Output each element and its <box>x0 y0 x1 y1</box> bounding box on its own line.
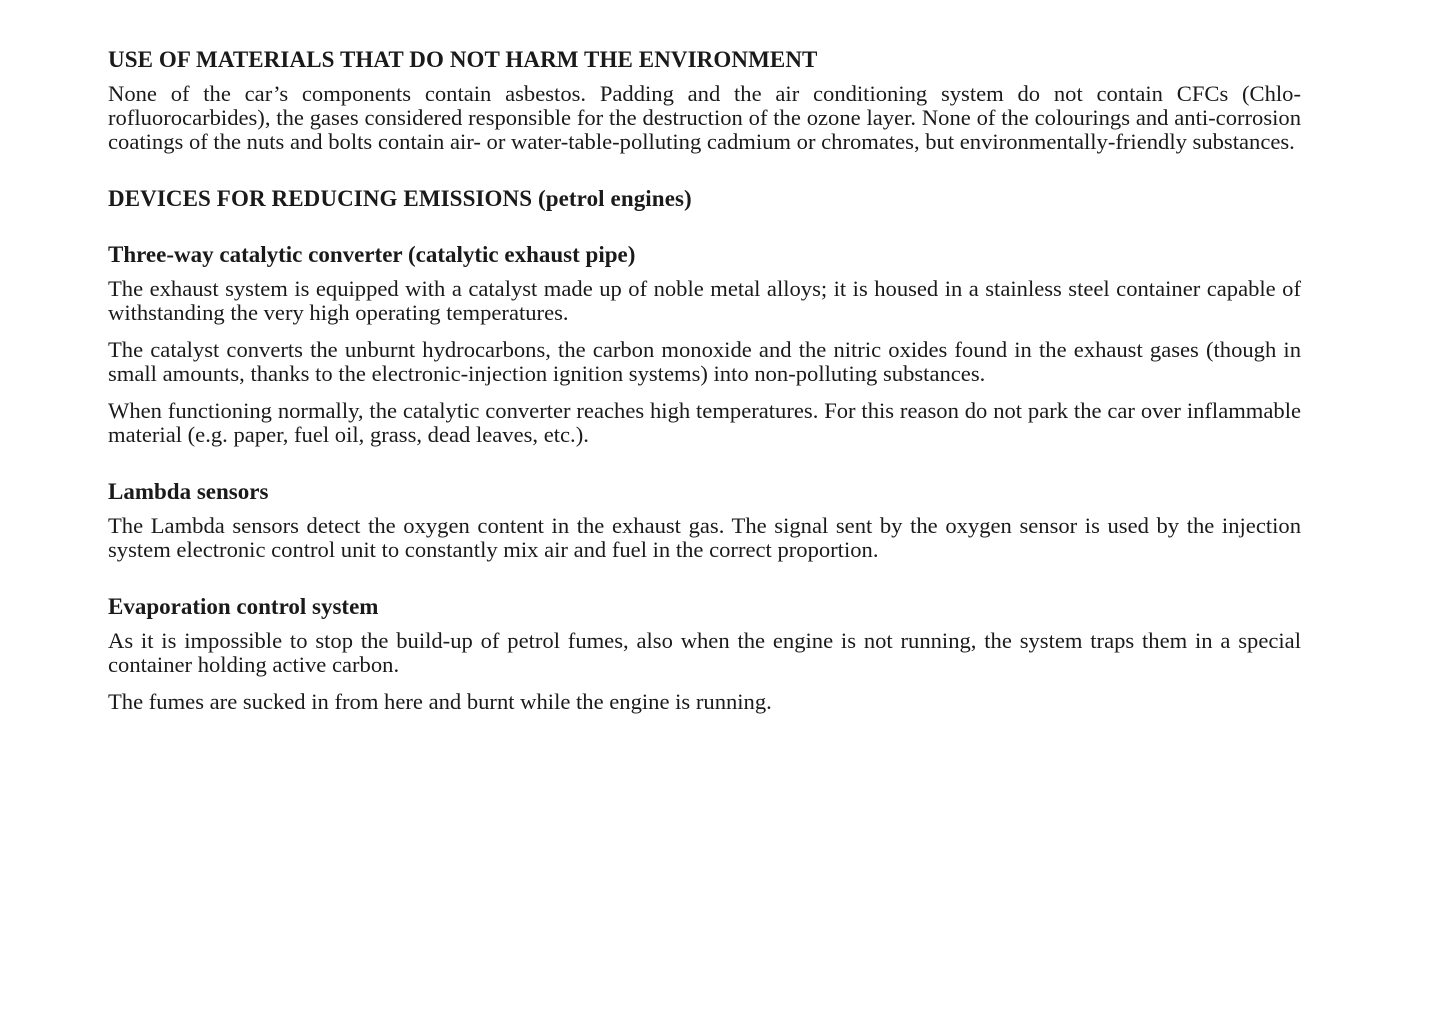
spacer <box>108 460 1301 478</box>
paragraph-materials: None of the car’s components contain asbestos. Padding and the air conditioning system do not contain CFCs (Chlorofluorocarbides), the gases considered responsible for the destruction of the ozone layer. None of the colourings and anti-corrosion coatings of the nuts and bolts contain air- or water-table-polluting cadmium or chromates, but environmentally-friendly substances. <box>108 81 1301 154</box>
paragraph-catalytic-1: The exhaust system is equipped with a catalyst made up of noble metal alloys; it is housed in a stainless steel container capable of withstanding the very high operating temperatures. <box>108 276 1301 325</box>
spacer <box>108 575 1301 593</box>
paragraph-catalytic-3: When functioning normally, the catalytic converter reaches high temperatures. For this reason do not park the car over inflammable material (e.g. paper, fuel oil, grass, dead leaves, etc.). <box>108 398 1301 447</box>
paragraph-lambda: The Lambda sensors detect the oxygen content in the exhaust gas. The signal sent by the oxygen sensor is used by the injection system electronic control unit to constantly mix air and fuel in the correct proportion. <box>108 513 1301 562</box>
paragraph-evaporation-1: As it is impossible to stop the build-up of petrol fumes, also when the engine is not running, the system traps them in a special container holding active carbon. <box>108 628 1301 677</box>
heading-evaporation-control: Evaporation control system <box>108 594 379 619</box>
spacer <box>108 167 1301 185</box>
heading-materials: USE OF MATERIALS THAT DO NOT HARM THE ENVIRONMENT <box>108 47 818 72</box>
document-page <box>108 46 1301 727</box>
paragraph-evaporation-2: The fumes are sucked in from here and burnt while the engine is running. <box>108 689 772 714</box>
heading-catalytic-converter: Three-way catalytic converter (catalytic exhaust pipe) <box>108 242 636 267</box>
spacer <box>108 221 1301 241</box>
paragraph-catalytic-2: The catalyst converts the unburnt hydrocarbons, the carbon monoxide and the nitric oxides found in the exhaust gases (though in small amounts, thanks to the electronic-injection ignition systems) into non-polluting substances. <box>108 337 1301 386</box>
heading-lambda-sensors: Lambda sensors <box>108 479 269 504</box>
heading-emissions: DEVICES FOR REDUCING EMISSIONS (petrol engines) <box>108 186 692 211</box>
